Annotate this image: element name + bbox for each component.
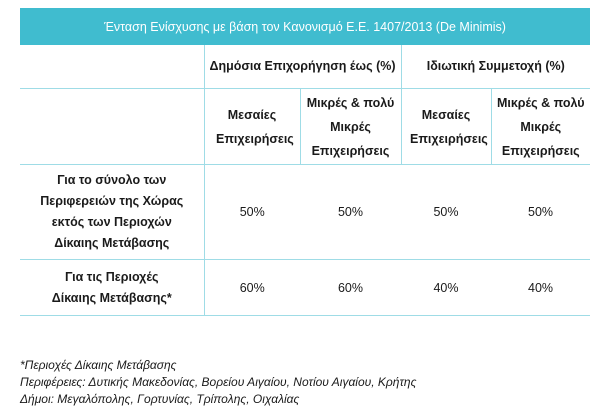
subheader-public-medium (204, 89, 300, 165)
table-title: Ένταση Ενίσχυσης με βάση τον Κανονισμό Ε.Ε. 1407/2013 (De Minimis) (20, 8, 590, 45)
cell-value: 50% (401, 165, 491, 260)
subheader-private-medium (401, 89, 491, 165)
footnote-municipalities: Δήμοι: Μεγαλόπολης, Γορτυνίας, Τρίπολης, Οιχαλίας (20, 392, 300, 406)
row-label-text: Για το σύνολο των Περιφερειών της Χώρας εκτός των Περιοχών Δίκαιης Μετάβασης (40, 173, 184, 250)
table-row (20, 260, 590, 316)
header-private-participation: Ιδιωτική Συμμετοχή (%) (401, 45, 590, 89)
cell-value: 60% (204, 260, 300, 316)
row-label-text: Για τις Περιοχές Δίκαιης Μετάβασης* (51, 269, 172, 305)
cell-value: 50% (491, 165, 590, 260)
footnote-regions: Περιφέρειες: Δυτικής Μακεδονίας, Βορείου Αιγαίου, Νοτίου Αιγαίου, Κρήτης (20, 375, 417, 389)
table-row (20, 165, 590, 260)
row-label (20, 260, 204, 316)
cell-value: 40% (401, 260, 491, 316)
subheader-text: Μικρές & πολύ Μικρές Επιχειρήσεις (496, 95, 585, 158)
cell-value: 40% (491, 260, 590, 316)
cell-value: 60% (300, 260, 401, 316)
cell-value: 50% (300, 165, 401, 260)
subheader-public-small (300, 89, 401, 165)
subheader-private-small (491, 89, 590, 165)
footnote (20, 357, 416, 408)
aid-intensity-table (20, 8, 590, 316)
subheader-text: Μεσαίες Επιχειρήσεις (216, 107, 294, 146)
header-public-grant: Δημόσια Επιχορήγηση έως (%) (204, 45, 401, 89)
cell-value: 50% (204, 165, 300, 260)
empty-corner-cell-2 (20, 89, 204, 165)
row-label (20, 165, 204, 260)
subheader-text: Μεσαίες Επιχειρήσεις (410, 107, 488, 146)
empty-corner-cell (20, 45, 204, 89)
footnote-title: *Περιοχές Δίκαιης Μετάβασης (20, 358, 177, 372)
subheader-text: Μικρές & πολύ Μικρές Επιχειρήσεις (306, 95, 395, 158)
